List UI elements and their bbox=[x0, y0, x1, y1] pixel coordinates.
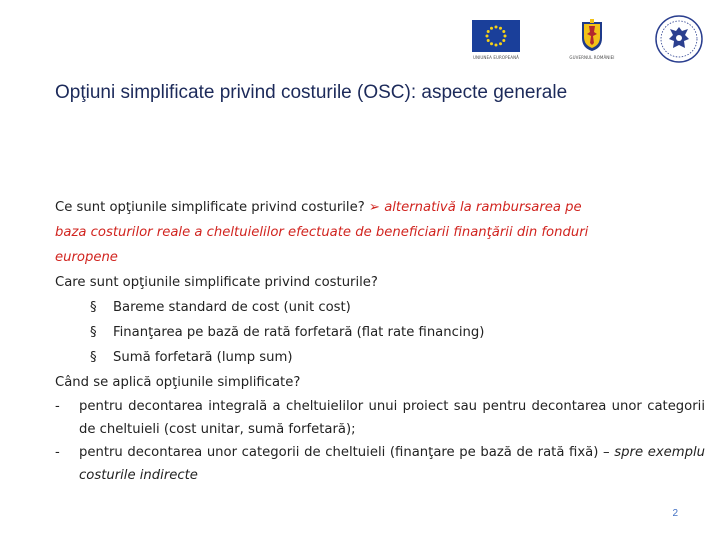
bullet-marker: § bbox=[90, 350, 97, 365]
question-3: Când se aplică opţiunile simplificate? bbox=[55, 375, 301, 390]
bullet-text: Bareme standard de cost (unit cost) bbox=[113, 300, 351, 315]
question-1-answer-continued: baza costurilor reale a cheltuielilor efectuate de beneficiarii finanţării din fonduri bbox=[55, 225, 589, 240]
bullet-marker: § bbox=[90, 325, 97, 340]
arrow-right-icon: ➢ bbox=[368, 200, 380, 215]
eu-logo bbox=[470, 20, 522, 68]
dash-item-text: pentru decontarea unor categorii de cheltuieli (finanţare pe bază de rată fixă) – bbox=[79, 445, 610, 460]
eu-logo-caption: UNIUNEA EUROPEANĂ bbox=[472, 55, 520, 60]
romania-coat-of-arms-icon bbox=[578, 18, 606, 52]
ministry-seal-icon bbox=[654, 14, 704, 64]
list-item bbox=[55, 295, 705, 320]
bullet-text: Sumă forfetară (lump sum) bbox=[113, 350, 293, 365]
question-1-answer: alternativă la rambursarea pe bbox=[384, 200, 582, 215]
dash-marker: - bbox=[55, 445, 60, 460]
list-item bbox=[55, 345, 705, 370]
dash-item-text: pentru decontarea integrală a cheltuielilor unui proiect sau pentru decontarea unor categorii de cheltuieli (cost unitar, sumă forfetară); bbox=[79, 399, 705, 437]
question-1-answer-end: europene bbox=[55, 250, 118, 265]
government-logo bbox=[562, 18, 622, 68]
government-logo-caption: GUVERNUL ROMÂNIEI bbox=[569, 55, 615, 60]
question-1-line bbox=[55, 195, 705, 220]
page-number: 2 bbox=[672, 508, 678, 519]
header-logos bbox=[470, 14, 710, 68]
eu-flag-icon bbox=[472, 20, 520, 52]
bullet-text: Finanţarea pe bază de rată forfetară (flat rate financing) bbox=[113, 325, 485, 340]
dash-marker: - bbox=[55, 399, 60, 414]
dash-item-example: spre exemplu costurile indirecte bbox=[79, 445, 705, 483]
list-item bbox=[55, 395, 705, 441]
question-1: Ce sunt opţiunile simplificate privind costurile? bbox=[55, 200, 365, 215]
slide-content bbox=[55, 195, 705, 487]
list-item bbox=[55, 441, 705, 487]
bullet-marker: § bbox=[90, 300, 97, 315]
question-2: Care sunt opţiunile simplificate privind costurile? bbox=[55, 275, 378, 290]
list-item bbox=[55, 320, 705, 345]
slide-title: Opţiuni simplificate privind costurile (OSC): aspecte generale bbox=[55, 82, 568, 103]
